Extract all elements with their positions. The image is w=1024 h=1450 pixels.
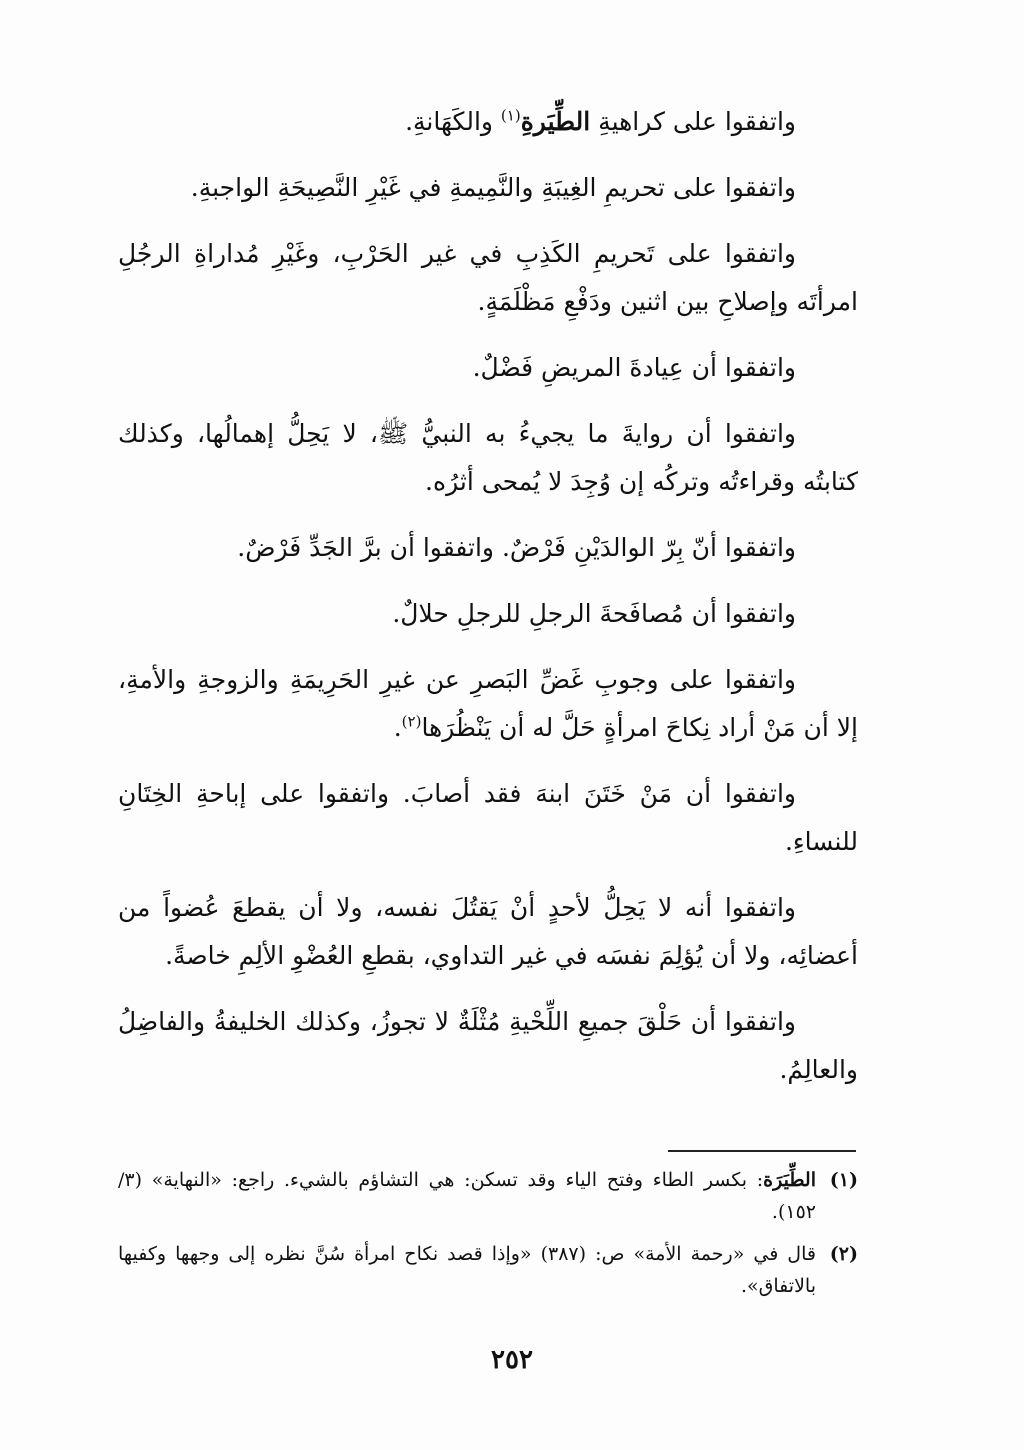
- paragraph-1: [118, 98, 858, 146]
- footnote-2-text: قال في «رحمة الأمة» ص: (٣٨٧) «وإذا قصد نكاح امرأة سُنَّ نظره إلى وجهها وكفيها بالاتفاق».: [118, 1243, 816, 1297]
- paragraph-11: واتفقوا أن حَلْقَ جميعِ اللِّحْيةِ مُثْلَةٌ لا تجوزُ، وكذلك الخليفةُ والفاضِلُ والعالِمُ.: [118, 1007, 858, 1084]
- footnote-1-text: [118, 1164, 816, 1228]
- footnote-1-number: (١): [829, 1169, 858, 1191]
- paragraph-2: واتفقوا على تحريمِ الغِيبَةِ والنَّمِيمةِ في غَيْرِ النَّصِيحَةِ الواجبةِ.: [190, 173, 796, 202]
- footnote-2: [118, 1238, 858, 1302]
- page-number: ٢٥٢: [491, 1345, 533, 1375]
- term-tiyara: الطِّيَرةِ: [520, 107, 591, 136]
- footnote-1-body: : بكسر الطاء وفتح الياء وقد تسكن: هي التشاؤم بالشيء. راجع: «النهاية» (٣/ ١٥٢).: [118, 1169, 816, 1223]
- paragraph-7: واتفقوا أن مُصافَحةَ الرجلِ للرجلِ حلالٌ.: [392, 599, 796, 628]
- paragraph-5: واتفقوا أن روايةَ ما يجيءُ به النبيُّ ﷺ، لا يَحِلُّ إهمالُها، وكذلك كتابتُه وقراءتُه وتركُه إن وُجِدَ لا يُمحى أثرُه.: [118, 419, 858, 496]
- footnote-1: [118, 1164, 858, 1228]
- footnote-ref-2[interactable]: (٢): [401, 712, 422, 731]
- paragraph-1-text-before: واتفقوا على كراهيةِ: [590, 107, 796, 136]
- footnote-separator: [668, 1150, 856, 1152]
- footnote-ref-1[interactable]: (١): [500, 106, 521, 125]
- paragraph-8-text-after: .: [393, 713, 402, 742]
- paragraph-8: [118, 656, 858, 752]
- paragraph-3: واتفقوا على تَحريمِ الكَذِبِ في غير الحَرْبِ، وغَيْرِ مُداراةِ الرجُلِ امرأتَه وإصلاحِ بين اثنين ودَفْعِ مَظْلَمَةٍ.: [118, 239, 858, 316]
- paragraph-6: واتفقوا أنّ بِرّ الوالدَيْنِ فَرْضٌ. واتفقوا أن برَّ الجَدِّ فَرْضٌ.: [237, 533, 796, 562]
- footnote-2-number: (٢): [829, 1243, 858, 1265]
- paragraph-8-text-before: واتفقوا على وجوبِ غَضِّ البَصرِ عن غيرِ الحَرِيمَةِ والزوجةِ والأمةِ، إلا أن مَنْ أراد نِكاحَ امرأةٍ حَلَّ له أن يَنْظُرَها: [118, 665, 858, 742]
- paragraph-1-text-after: والكَهَانةِ.: [405, 107, 501, 136]
- footnote-1-term: الطِّيَرَة: [763, 1169, 816, 1191]
- paragraph-4: واتفقوا أن عِيادةَ المريضِ فَضْلٌ.: [472, 353, 796, 382]
- paragraph-10: واتفقوا أنه لا يَحِلُّ لأحدٍ أنْ يَقتُلَ نفسه، ولا أن يقطعَ عُضواً من أعضائِه، ولا أن يُؤلِمَ نفسَه في غير التداوي، بقطعِ العُضْوِ الألِمِ خاصةً.: [118, 893, 858, 970]
- paragraph-9: واتفقوا أن مَنْ خَتَنَ ابنهَ فقد أصابَ. واتفقوا على إباحةِ الخِتَانِ للنساءِ.: [118, 779, 858, 856]
- footnotes: [118, 1164, 858, 1312]
- main-text: [118, 98, 858, 1110]
